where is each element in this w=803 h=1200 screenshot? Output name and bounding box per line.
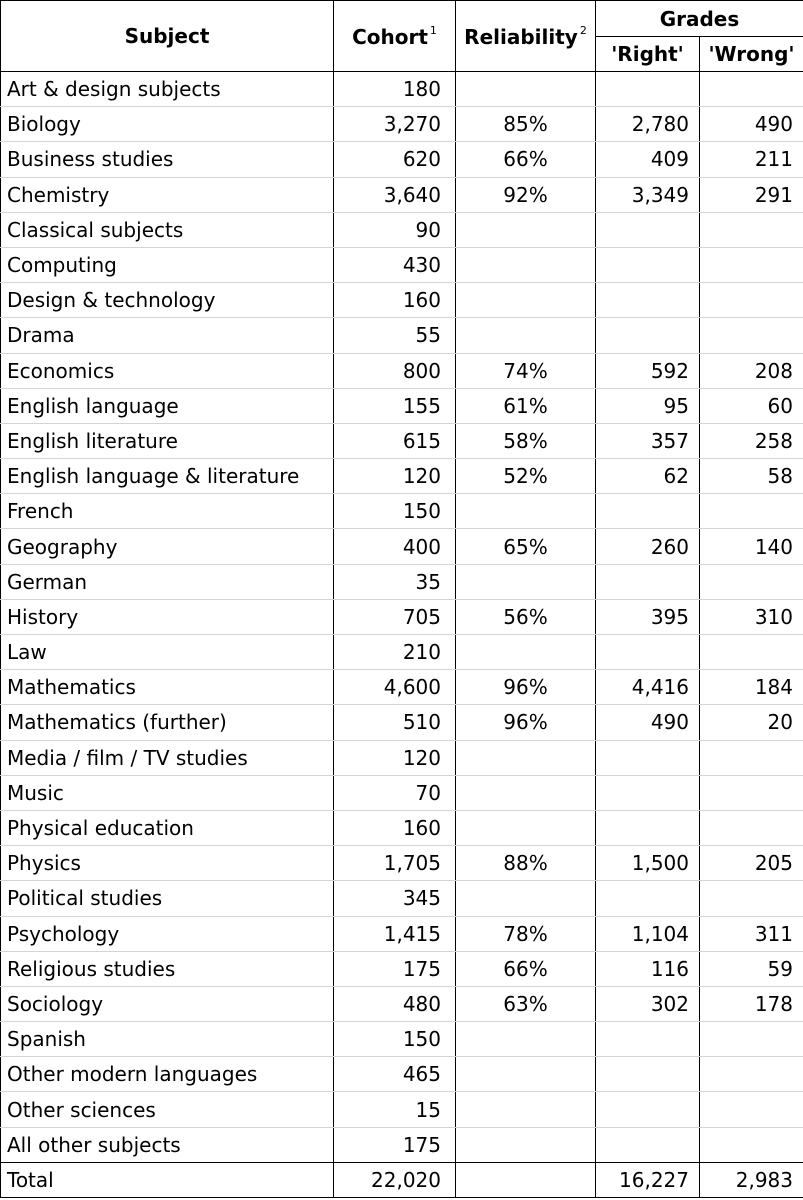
right-grades-cell — [596, 881, 700, 916]
subject-cell: Spanish — [1, 1022, 334, 1057]
wrong-grades-cell — [700, 494, 803, 529]
right-grades-cell: 2,780 — [596, 107, 700, 142]
table-row — [1, 388, 803, 423]
right-grades-cell: 302 — [596, 986, 700, 1021]
cohort-cell: 175 — [334, 951, 456, 986]
table-row — [1, 494, 803, 529]
wrong-grades-cell: 258 — [700, 423, 803, 458]
total-label: Total — [1, 1162, 334, 1197]
wrong-grades-cell: 178 — [700, 986, 803, 1021]
total-right: 16,227 — [596, 1162, 700, 1197]
subject-cell: English language & literature — [1, 459, 334, 494]
table-row — [1, 423, 803, 458]
cohort-cell: 90 — [334, 212, 456, 247]
table-row — [1, 881, 803, 916]
wrong-grades-cell: 58 — [700, 459, 803, 494]
wrong-grades-cell — [700, 635, 803, 670]
wrong-grades-cell — [700, 564, 803, 599]
wrong-grades-cell — [700, 740, 803, 775]
wrong-grades-cell — [700, 283, 803, 318]
cohort-cell: 210 — [334, 635, 456, 670]
reliability-cell — [456, 635, 596, 670]
table-row — [1, 986, 803, 1021]
reliability-cell: 66% — [456, 142, 596, 177]
right-grades-cell — [596, 1057, 700, 1092]
table-row — [1, 670, 803, 705]
wrong-grades-cell — [700, 72, 803, 107]
total-wrong: 2,983 — [700, 1162, 803, 1197]
subject-cell: Mathematics — [1, 670, 334, 705]
right-grades-cell — [596, 1022, 700, 1057]
right-grades-cell: 95 — [596, 388, 700, 423]
cohort-cell: 1,415 — [334, 916, 456, 951]
right-grades-cell: 4,416 — [596, 670, 700, 705]
subject-cell: Media / film / TV studies — [1, 740, 334, 775]
wrong-grades-header: 'Wrong' — [700, 37, 803, 72]
subject-cell: Physics — [1, 846, 334, 881]
table-row — [1, 107, 803, 142]
cohort-cell: 800 — [334, 353, 456, 388]
grades-header: Grades — [596, 1, 803, 37]
table-row — [1, 72, 803, 107]
reliability-cell — [456, 72, 596, 107]
cohort-cell: 465 — [334, 1057, 456, 1092]
cohort-cell: 150 — [334, 1022, 456, 1057]
table-row — [1, 459, 803, 494]
table-row — [1, 599, 803, 634]
cohort-cell: 70 — [334, 775, 456, 810]
subject-cell: All other subjects — [1, 1127, 334, 1162]
subject-cell: German — [1, 564, 334, 599]
right-grades-cell — [596, 494, 700, 529]
subject-cell: Art & design subjects — [1, 72, 334, 107]
subject-cell: Design & technology — [1, 283, 334, 318]
right-grades-cell — [596, 318, 700, 353]
table-body — [1, 72, 803, 1163]
right-grades-cell — [596, 247, 700, 282]
reliability-cell: 66% — [456, 951, 596, 986]
wrong-grades-cell — [700, 318, 803, 353]
wrong-grades-cell — [700, 881, 803, 916]
cohort-cell: 150 — [334, 494, 456, 529]
wrong-grades-cell: 184 — [700, 670, 803, 705]
total-reliability — [456, 1162, 596, 1197]
reliability-cell: 65% — [456, 529, 596, 564]
wrong-grades-cell — [700, 1057, 803, 1092]
subject-cell: Economics — [1, 353, 334, 388]
cohort-cell: 345 — [334, 881, 456, 916]
subject-cell: Chemistry — [1, 177, 334, 212]
subject-cell: History — [1, 599, 334, 634]
table-row — [1, 529, 803, 564]
wrong-grades-cell — [700, 1022, 803, 1057]
subject-cell: Physical education — [1, 810, 334, 845]
subject-cell: Mathematics (further) — [1, 705, 334, 740]
right-grades-cell — [596, 1127, 700, 1162]
wrong-grades-cell — [700, 247, 803, 282]
reliability-header: Reliability $^2$ — [456, 1, 596, 72]
table-row — [1, 810, 803, 845]
reliability-cell — [456, 1057, 596, 1092]
right-grades-cell — [596, 283, 700, 318]
cohort-cell: 3,270 — [334, 107, 456, 142]
table-row — [1, 846, 803, 881]
table-row — [1, 775, 803, 810]
reliability-cell: 92% — [456, 177, 596, 212]
wrong-grades-cell — [700, 810, 803, 845]
right-grades-cell — [596, 212, 700, 247]
cohort-cell: 175 — [334, 1127, 456, 1162]
right-grades-cell: 357 — [596, 423, 700, 458]
reliability-cell — [456, 881, 596, 916]
cohort-cell: 160 — [334, 283, 456, 318]
cohort-cell: 620 — [334, 142, 456, 177]
reliability-cell: 58% — [456, 423, 596, 458]
wrong-grades-cell: 59 — [700, 951, 803, 986]
reliability-cell: 96% — [456, 705, 596, 740]
cohort-cell: 510 — [334, 705, 456, 740]
cohort-cell: 4,600 — [334, 670, 456, 705]
subject-cell: Classical subjects — [1, 212, 334, 247]
right-grades-cell: 1,500 — [596, 846, 700, 881]
reliability-cell: 74% — [456, 353, 596, 388]
subject-cell: Sociology — [1, 986, 334, 1021]
right-grades-cell: 592 — [596, 353, 700, 388]
right-grades-cell — [596, 740, 700, 775]
right-grades-cell: 62 — [596, 459, 700, 494]
right-grades-cell: 260 — [596, 529, 700, 564]
wrong-grades-cell: 205 — [700, 846, 803, 881]
subject-cell: Drama — [1, 318, 334, 353]
table-row — [1, 1127, 803, 1162]
table-row — [1, 951, 803, 986]
right-grades-cell — [596, 72, 700, 107]
reliability-cell: 78% — [456, 916, 596, 951]
cohort-cell: 35 — [334, 564, 456, 599]
total-row — [1, 1162, 803, 1197]
right-grades-header: 'Right' — [596, 37, 700, 72]
reliability-cell — [456, 775, 596, 810]
reliability-cell: 52% — [456, 459, 596, 494]
cohort-cell: 180 — [334, 72, 456, 107]
wrong-grades-cell — [700, 1092, 803, 1127]
subject-cell: Music — [1, 775, 334, 810]
table-row — [1, 916, 803, 951]
subject-cell: French — [1, 494, 334, 529]
right-grades-cell — [596, 635, 700, 670]
cohort-cell: 430 — [334, 247, 456, 282]
table-row — [1, 1022, 803, 1057]
subject-cell: Computing — [1, 247, 334, 282]
right-grades-cell: 490 — [596, 705, 700, 740]
cohort-cell: 160 — [334, 810, 456, 845]
table-row — [1, 564, 803, 599]
table-row — [1, 705, 803, 740]
cohort-cell: 55 — [334, 318, 456, 353]
subject-cell: Business studies — [1, 142, 334, 177]
table-header — [1, 1, 803, 72]
subject-cell: Religious studies — [1, 951, 334, 986]
total-cohort: 22,020 — [334, 1162, 456, 1197]
wrong-grades-cell: 208 — [700, 353, 803, 388]
cohort-footnote-marker: 1 — [429, 23, 437, 37]
table-row — [1, 353, 803, 388]
wrong-grades-cell — [700, 775, 803, 810]
table-row — [1, 318, 803, 353]
reliability-cell: 61% — [456, 388, 596, 423]
table-row — [1, 1092, 803, 1127]
wrong-grades-cell: 20 — [700, 705, 803, 740]
reliability-cell: 96% — [456, 670, 596, 705]
table-row — [1, 212, 803, 247]
table-row — [1, 740, 803, 775]
cohort-cell: 120 — [334, 459, 456, 494]
subject-cell: Geography — [1, 529, 334, 564]
right-grades-cell: 116 — [596, 951, 700, 986]
cohort-cell: 400 — [334, 529, 456, 564]
table-row — [1, 283, 803, 318]
wrong-grades-cell: 311 — [700, 916, 803, 951]
reliability-cell — [456, 1092, 596, 1127]
right-grades-cell: 3,349 — [596, 177, 700, 212]
wrong-grades-cell — [700, 1127, 803, 1162]
reliability-cell — [456, 247, 596, 282]
reliability-cell — [456, 283, 596, 318]
table-row — [1, 177, 803, 212]
right-grades-cell — [596, 564, 700, 599]
table-row — [1, 142, 803, 177]
reliability-cell — [456, 740, 596, 775]
reliability-cell: 88% — [456, 846, 596, 881]
subject-header: Subject — [1, 1, 334, 72]
right-grades-cell: 1,104 — [596, 916, 700, 951]
reliability-footnote-marker: 2 — [579, 23, 587, 37]
cohort-header: Cohort $^1$ — [334, 1, 456, 72]
subject-cell: Biology — [1, 107, 334, 142]
table-row — [1, 247, 803, 282]
subject-cell: English literature — [1, 423, 334, 458]
right-grades-cell — [596, 810, 700, 845]
subject-cell: Psychology — [1, 916, 334, 951]
cohort-cell: 15 — [334, 1092, 456, 1127]
table-footer — [1, 1162, 803, 1197]
subject-cell: Other modern languages — [1, 1057, 334, 1092]
wrong-grades-cell: 490 — [700, 107, 803, 142]
reliability-cell — [456, 212, 596, 247]
reliability-cell — [456, 810, 596, 845]
cohort-cell: 120 — [334, 740, 456, 775]
subject-cell: English language — [1, 388, 334, 423]
cohort-cell: 480 — [334, 986, 456, 1021]
table-row — [1, 635, 803, 670]
wrong-grades-cell: 60 — [700, 388, 803, 423]
table-row — [1, 1057, 803, 1092]
reliability-cell — [456, 1022, 596, 1057]
wrong-grades-cell: 211 — [700, 142, 803, 177]
reliability-cell — [456, 1127, 596, 1162]
right-grades-cell: 395 — [596, 599, 700, 634]
subject-cell: Other sciences — [1, 1092, 334, 1127]
cohort-cell: 615 — [334, 423, 456, 458]
right-grades-cell — [596, 1092, 700, 1127]
wrong-grades-cell: 310 — [700, 599, 803, 634]
reliability-cell — [456, 318, 596, 353]
reliability-cell — [456, 564, 596, 599]
cohort-cell: 3,640 — [334, 177, 456, 212]
right-grades-cell: 409 — [596, 142, 700, 177]
cohort-cell: 155 — [334, 388, 456, 423]
wrong-grades-cell: 140 — [700, 529, 803, 564]
cohort-cell: 1,705 — [334, 846, 456, 881]
reliability-cell — [456, 494, 596, 529]
right-grades-cell — [596, 775, 700, 810]
reliability-cell: 63% — [456, 986, 596, 1021]
wrong-grades-cell — [700, 212, 803, 247]
wrong-grades-cell: 291 — [700, 177, 803, 212]
reliability-cell: 56% — [456, 599, 596, 634]
cohort-cell: 705 — [334, 599, 456, 634]
subject-cell: Political studies — [1, 881, 334, 916]
subject-cell: Law — [1, 635, 334, 670]
reliability-cell: 85% — [456, 107, 596, 142]
